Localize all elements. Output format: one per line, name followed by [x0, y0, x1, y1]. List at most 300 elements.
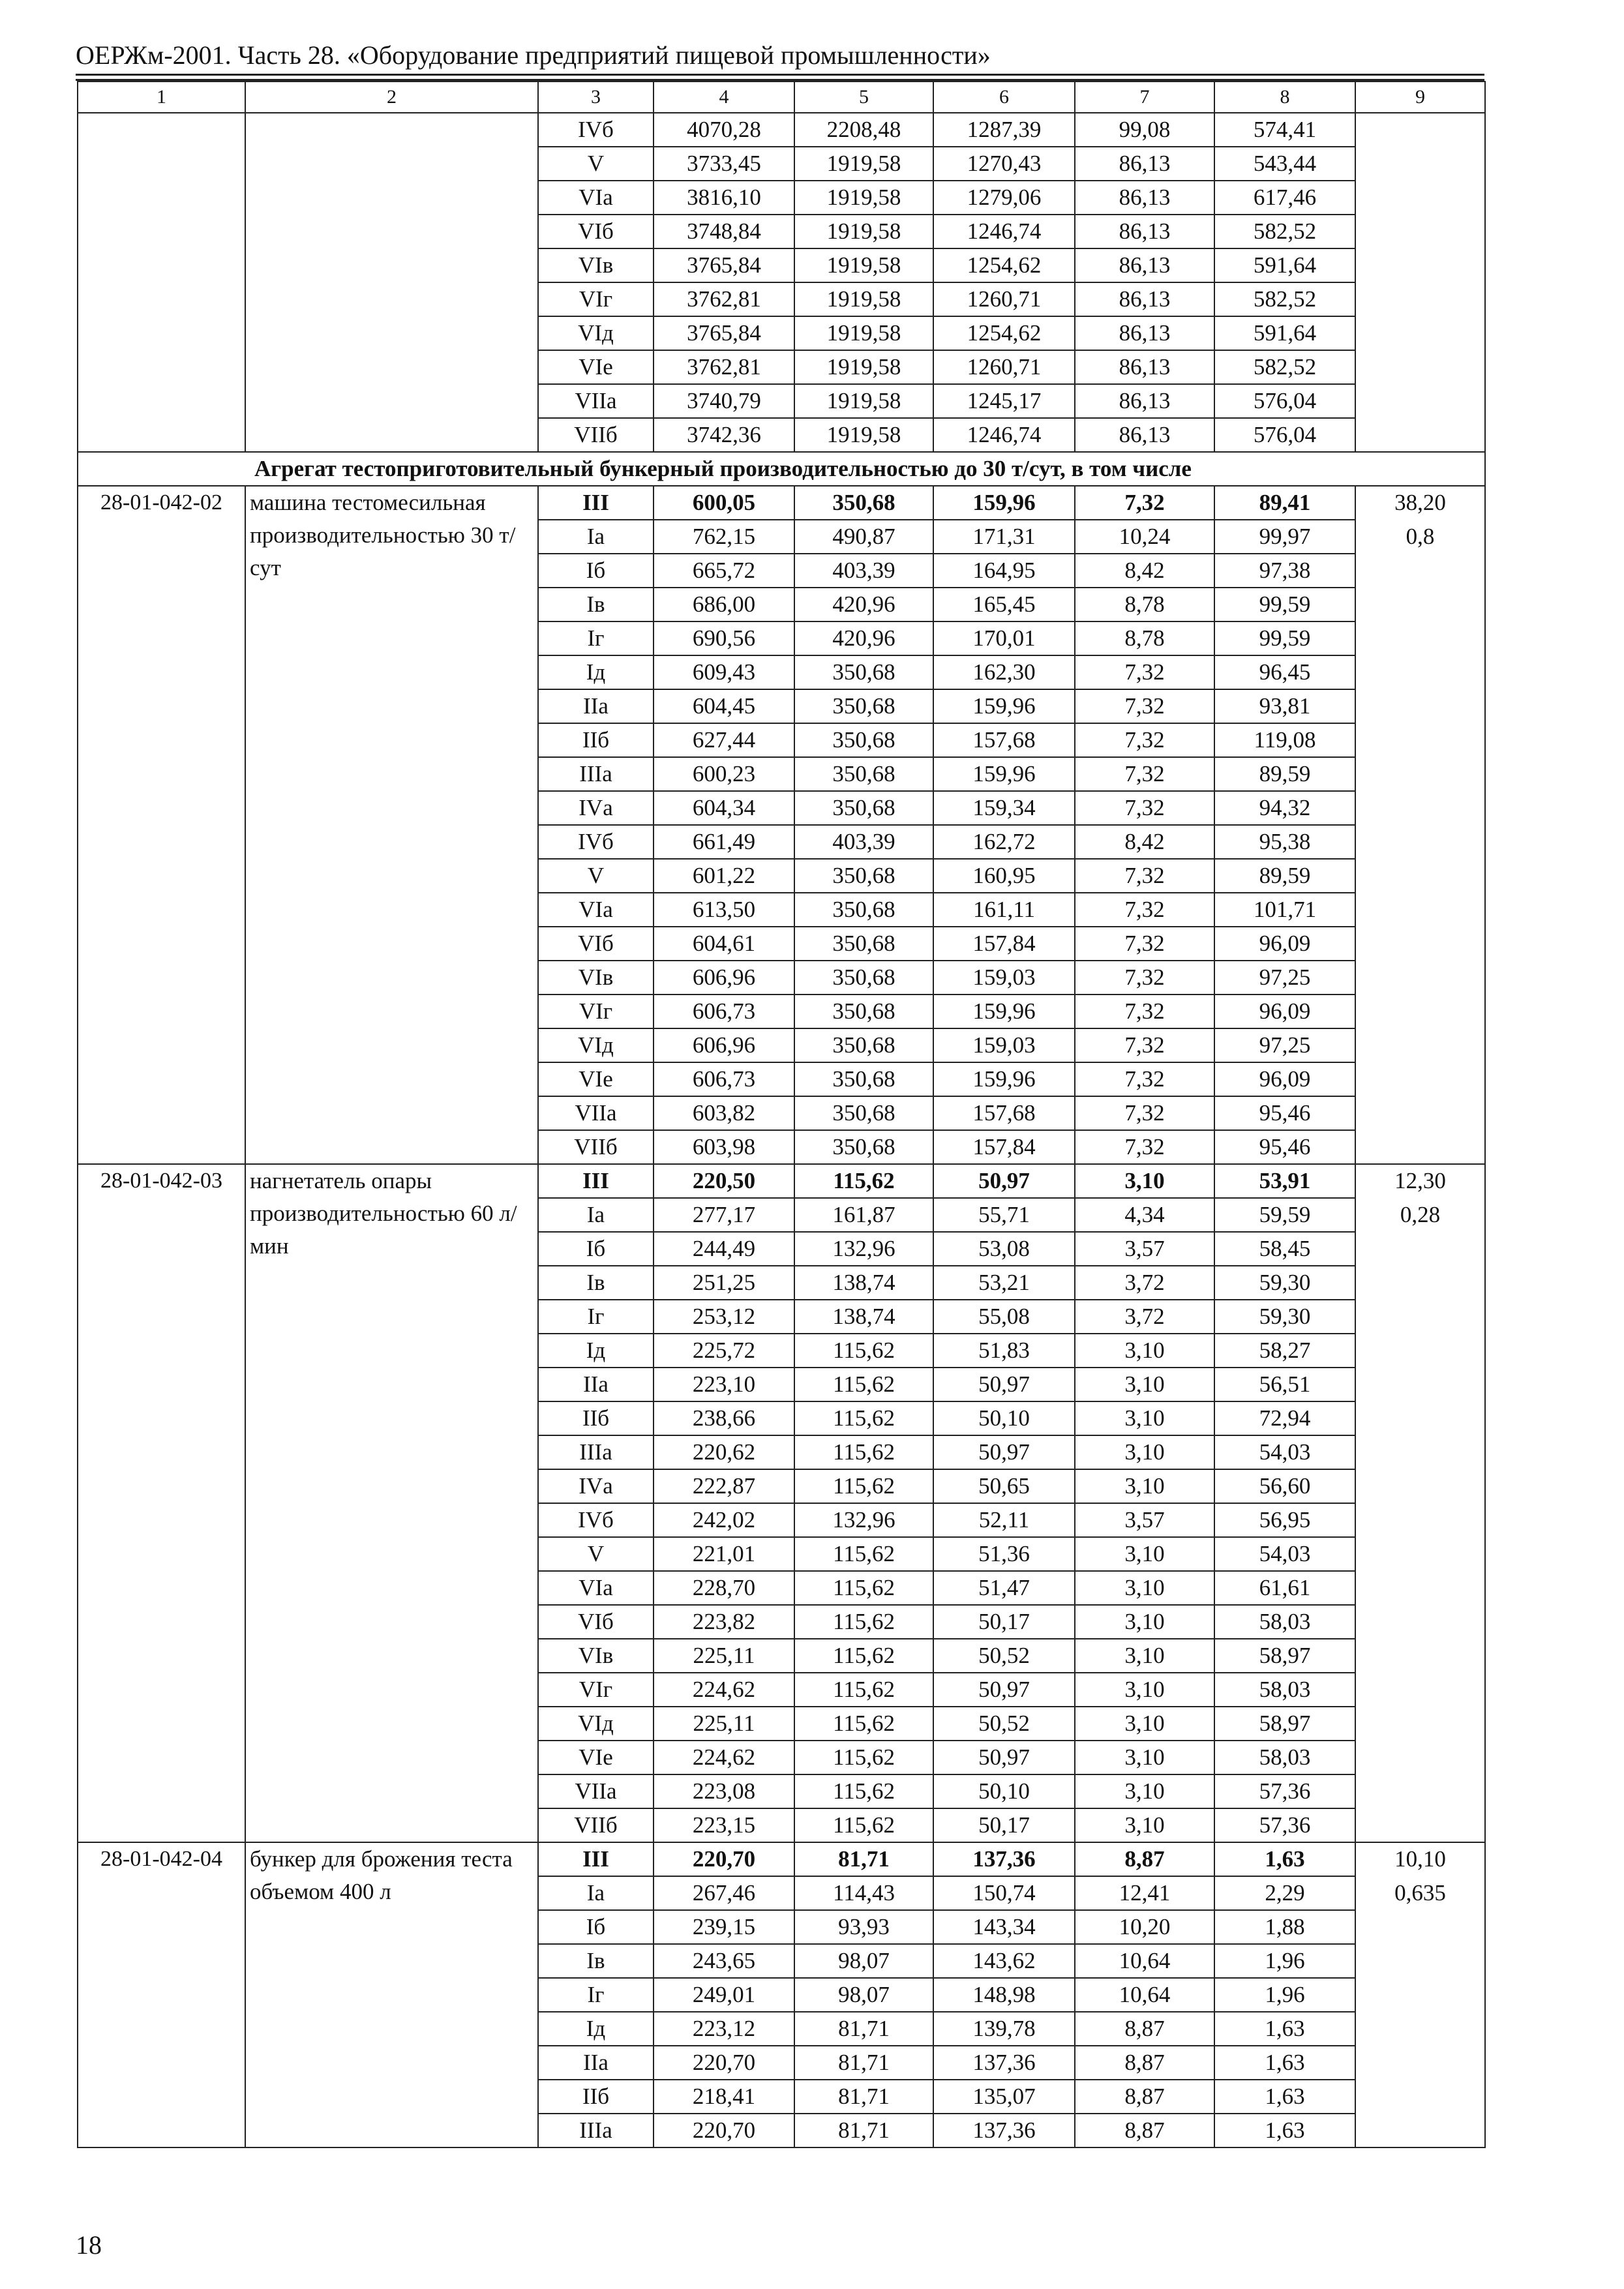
- cell-value-col8: 1,96: [1214, 1978, 1355, 2012]
- cell-value-col4: 3748,84: [654, 215, 794, 248]
- cell-value-col6: 1245,17: [933, 384, 1075, 418]
- cell-value-col5: 81,71: [794, 2080, 933, 2114]
- header-rule: [76, 74, 1484, 76]
- cell-zone: VIIа: [538, 1774, 654, 1808]
- cell-value-col4: 223,08: [654, 1774, 794, 1808]
- cell-value-col6: 1254,62: [933, 248, 1075, 282]
- cell-value-col4: 220,70: [654, 2046, 794, 2080]
- cell-value-col4: 609,43: [654, 655, 794, 689]
- cell-value-col4: 220,70: [654, 1842, 794, 1876]
- cell-zone: VIа: [538, 1571, 654, 1605]
- cell-value-col4: 220,70: [654, 2114, 794, 2147]
- cell-value-col6: 135,07: [933, 2080, 1075, 2114]
- cell-value-col8: 1,63: [1214, 2012, 1355, 2046]
- cell-zone: Iг: [538, 1978, 654, 2012]
- cell-value-col6: 157,68: [933, 723, 1075, 757]
- cell-value-col4: 223,12: [654, 2012, 794, 2046]
- cell-value-col5: 350,68: [794, 893, 933, 927]
- cell-zone: VIб: [538, 927, 654, 961]
- cell-value-col6: 161,11: [933, 893, 1075, 927]
- cell-value-col5: 114,43: [794, 1876, 933, 1910]
- cell-value-col7: 12,41: [1075, 1876, 1214, 1910]
- cell-value-col7: 3,57: [1075, 1232, 1214, 1266]
- cell-value-col6: 50,10: [933, 1401, 1075, 1435]
- cell-value-col6: 157,84: [933, 927, 1075, 961]
- cell-value-col5: 98,07: [794, 1944, 933, 1978]
- cell-zone: IIIа: [538, 2114, 654, 2147]
- cell-value-col5: 1919,58: [794, 181, 933, 215]
- cell-zone: VIIа: [538, 1096, 654, 1130]
- cell-value-col4: 3762,81: [654, 282, 794, 316]
- cell-value-col5: 1919,58: [794, 282, 933, 316]
- cell-value-col4: 3742,36: [654, 418, 794, 452]
- cell-value-col4: 225,11: [654, 1707, 794, 1741]
- cell-value-col4: 224,62: [654, 1673, 794, 1707]
- table-row: [78, 486, 1485, 520]
- cell-value-col6: 53,08: [933, 1232, 1075, 1266]
- cell-zone: Iа: [538, 1198, 654, 1232]
- cell-value-col8: 1,63: [1214, 2080, 1355, 2114]
- cell-value-col4: 606,96: [654, 961, 794, 995]
- cell-value-col4: 606,73: [654, 995, 794, 1028]
- cell-value-col8: 57,36: [1214, 1808, 1355, 1842]
- cell-value-col8: 93,81: [1214, 689, 1355, 723]
- cell-value-col8: 56,60: [1214, 1469, 1355, 1503]
- page-number: 18: [76, 2230, 102, 2260]
- cell-value-col6: 1270,43: [933, 147, 1075, 181]
- cell-value-col6: 150,74: [933, 1876, 1075, 1910]
- col9-value: 38,20: [1394, 490, 1446, 515]
- cell-value-col6: 159,96: [933, 1062, 1075, 1096]
- cell-zone: III: [538, 1164, 654, 1198]
- cell-value-col4: 606,96: [654, 1028, 794, 1062]
- cell-code-empty: [78, 113, 245, 452]
- cell-value-col6: 160,95: [933, 859, 1075, 893]
- cell-value-col6: 159,96: [933, 757, 1075, 791]
- cell-value-col4: 3765,84: [654, 248, 794, 282]
- cell-value-col8: 53,91: [1214, 1164, 1355, 1198]
- cell-value-col5: 350,68: [794, 927, 933, 961]
- cell-value-col6: 139,78: [933, 2012, 1075, 2046]
- cell-value-col5: 350,68: [794, 859, 933, 893]
- cell-value-col6: 51,47: [933, 1571, 1075, 1605]
- cell-code: 28-01-042-02: [78, 486, 245, 1164]
- cell-value-col4: 600,05: [654, 486, 794, 520]
- cell-value-col4: 3733,45: [654, 147, 794, 181]
- cell-zone: VIд: [538, 316, 654, 350]
- cell-zone: III: [538, 486, 654, 520]
- cell-zone: III: [538, 1842, 654, 1876]
- cell-value-col6: 159,96: [933, 995, 1075, 1028]
- cell-zone: VIIб: [538, 1808, 654, 1842]
- cell-zone: VIв: [538, 248, 654, 282]
- cell-value-col8: 59,30: [1214, 1266, 1355, 1300]
- cell-value-col8: 61,61: [1214, 1571, 1355, 1605]
- cell-value-col5: 350,68: [794, 757, 933, 791]
- cell-code: 28-01-042-03: [78, 1164, 245, 1842]
- cell-zone: IIIа: [538, 1435, 654, 1469]
- cell-zone: VIIб: [538, 1130, 654, 1164]
- cell-zone: IIа: [538, 1368, 654, 1401]
- cell-value-col7: 86,13: [1075, 282, 1214, 316]
- column-number: 9: [1355, 82, 1485, 113]
- cell-value-col4: 225,11: [654, 1639, 794, 1673]
- cell-col9: [1355, 1842, 1485, 2147]
- cell-value-col6: 50,97: [933, 1368, 1075, 1401]
- cell-value-col8: 89,41: [1214, 486, 1355, 520]
- cell-value-col4: 686,00: [654, 588, 794, 621]
- cell-value-col5: 115,62: [794, 1401, 933, 1435]
- cell-value-col8: 1,96: [1214, 1944, 1355, 1978]
- cell-value-col7: 86,13: [1075, 384, 1214, 418]
- cell-value-col6: 162,30: [933, 655, 1075, 689]
- cell-value-col7: 10,64: [1075, 1944, 1214, 1978]
- column-number: 4: [654, 82, 794, 113]
- cell-value-col5: 490,87: [794, 520, 933, 554]
- cell-zone: Iг: [538, 621, 654, 655]
- cell-value-col7: 3,72: [1075, 1266, 1214, 1300]
- cell-zone: IIб: [538, 723, 654, 757]
- cell-value-col4: 601,22: [654, 859, 794, 893]
- cell-value-col6: 55,71: [933, 1198, 1075, 1232]
- cell-zone: IIа: [538, 2046, 654, 2080]
- cell-value-col8: 89,59: [1214, 757, 1355, 791]
- cell-value-col4: 277,17: [654, 1198, 794, 1232]
- cell-value-col5: 420,96: [794, 588, 933, 621]
- cell-value-col7: 10,64: [1075, 1978, 1214, 2012]
- cell-value-col8: 72,94: [1214, 1401, 1355, 1435]
- cell-description: машина тестомесильная производительностью 30 т/сут: [245, 486, 538, 1164]
- column-number: 5: [794, 82, 933, 113]
- cell-value-col5: 138,74: [794, 1300, 933, 1334]
- cell-value-col7: 7,32: [1075, 655, 1214, 689]
- cell-value-col8: 58,97: [1214, 1639, 1355, 1673]
- cell-value-col8: 591,64: [1214, 248, 1355, 282]
- cell-value-col5: 1919,58: [794, 316, 933, 350]
- cell-value-col7: 7,32: [1075, 961, 1214, 995]
- cell-value-col8: 96,09: [1214, 1062, 1355, 1096]
- cell-value-col8: 582,52: [1214, 215, 1355, 248]
- cell-value-col8: 54,03: [1214, 1435, 1355, 1469]
- cell-value-col8: 56,95: [1214, 1503, 1355, 1537]
- cell-value-col7: 3,72: [1075, 1300, 1214, 1334]
- cell-value-col8: 58,45: [1214, 1232, 1355, 1266]
- cell-value-col6: 51,36: [933, 1537, 1075, 1571]
- cell-zone: Iа: [538, 1876, 654, 1910]
- cell-value-col6: 53,21: [933, 1266, 1075, 1300]
- cell-value-col8: 58,03: [1214, 1605, 1355, 1639]
- cell-value-col4: 221,01: [654, 1537, 794, 1571]
- cell-zone: VIе: [538, 1062, 654, 1096]
- cell-value-col4: 3816,10: [654, 181, 794, 215]
- cell-value-col4: 223,10: [654, 1368, 794, 1401]
- cell-value-col5: 1919,58: [794, 418, 933, 452]
- cell-value-col5: 115,62: [794, 1435, 933, 1469]
- cell-zone: V: [538, 147, 654, 181]
- cell-value-col8: 95,46: [1214, 1096, 1355, 1130]
- cell-value-col4: 267,46: [654, 1876, 794, 1910]
- cell-value-col4: 606,73: [654, 1062, 794, 1096]
- cell-zone: Iв: [538, 1266, 654, 1300]
- cell-description: нагнетатель опары производительностью 60 л/мин: [245, 1164, 538, 1842]
- cell-value-col6: 165,45: [933, 588, 1075, 621]
- cell-description: бункер для брожения теста объемом 400 л: [245, 1842, 538, 2147]
- cell-value-col7: 7,32: [1075, 757, 1214, 791]
- cell-value-col5: 350,68: [794, 689, 933, 723]
- cell-value-col4: 223,82: [654, 1605, 794, 1639]
- cell-value-col7: 10,20: [1075, 1910, 1214, 1944]
- cell-zone: IVа: [538, 791, 654, 825]
- cell-value-col5: 1919,58: [794, 215, 933, 248]
- cell-value-col8: 95,38: [1214, 825, 1355, 859]
- cell-value-col5: 115,62: [794, 1808, 933, 1842]
- cell-value-col5: 115,62: [794, 1673, 933, 1707]
- cell-value-col5: 350,68: [794, 1130, 933, 1164]
- cell-value-col8: 99,59: [1214, 621, 1355, 655]
- cell-value-col6: 50,17: [933, 1808, 1075, 1842]
- cell-zone: VIе: [538, 1741, 654, 1774]
- cell-value-col7: 86,13: [1075, 350, 1214, 384]
- cell-value-col7: 3,57: [1075, 1503, 1214, 1537]
- cell-value-col7: 7,32: [1075, 995, 1214, 1028]
- cell-value-col6: 162,72: [933, 825, 1075, 859]
- cell-zone: Iб: [538, 1232, 654, 1266]
- cell-value-col6: 50,52: [933, 1707, 1075, 1741]
- cell-value-col8: 94,32: [1214, 791, 1355, 825]
- cell-value-col4: 600,23: [654, 757, 794, 791]
- cell-value-col6: 1254,62: [933, 316, 1075, 350]
- cell-value-col6: 50,17: [933, 1605, 1075, 1639]
- cell-value-col6: 1279,06: [933, 181, 1075, 215]
- cell-value-col8: 57,36: [1214, 1774, 1355, 1808]
- cell-col9: [1355, 1164, 1485, 1842]
- cell-zone: VIе: [538, 350, 654, 384]
- cell-value-col7: 86,13: [1075, 215, 1214, 248]
- cell-value-col7: 3,10: [1075, 1707, 1214, 1741]
- cell-value-col4: 239,15: [654, 1910, 794, 1944]
- cell-value-col5: 350,68: [794, 1028, 933, 1062]
- cell-value-col4: 251,25: [654, 1266, 794, 1300]
- cell-value-col7: 8,87: [1075, 2046, 1214, 2080]
- cell-value-col6: 50,97: [933, 1741, 1075, 1774]
- cell-value-col4: 249,01: [654, 1978, 794, 2012]
- cell-value-col6: 1246,74: [933, 418, 1075, 452]
- cell-value-col6: 148,98: [933, 1978, 1075, 2012]
- cell-value-col6: 50,52: [933, 1639, 1075, 1673]
- cell-value-col5: 1919,58: [794, 248, 933, 282]
- cell-value-col4: 3765,84: [654, 316, 794, 350]
- cell-code: 28-01-042-04: [78, 1842, 245, 2147]
- cell-col9-empty: [1355, 113, 1485, 452]
- cell-value-col8: 58,27: [1214, 1334, 1355, 1368]
- cell-value-col4: 243,65: [654, 1944, 794, 1978]
- cell-value-col6: 159,96: [933, 689, 1075, 723]
- cell-value-col5: 115,62: [794, 1469, 933, 1503]
- cell-value-col6: 137,36: [933, 1842, 1075, 1876]
- cell-value-col6: 50,97: [933, 1673, 1075, 1707]
- cell-zone: IVб: [538, 825, 654, 859]
- cell-value-col8: 54,03: [1214, 1537, 1355, 1571]
- cell-value-col7: 8,42: [1075, 554, 1214, 588]
- cell-value-col8: 1,63: [1214, 2046, 1355, 2080]
- cell-value-col5: 403,39: [794, 825, 933, 859]
- cell-value-col5: 350,68: [794, 486, 933, 520]
- cell-zone: V: [538, 859, 654, 893]
- cell-zone: IVб: [538, 1503, 654, 1537]
- cell-value-col8: 96,09: [1214, 927, 1355, 961]
- cell-value-col8: 56,51: [1214, 1368, 1355, 1401]
- cell-value-col5: 350,68: [794, 655, 933, 689]
- cell-value-col7: 8,78: [1075, 588, 1214, 621]
- cell-value-col6: 157,68: [933, 1096, 1075, 1130]
- cell-value-col7: 3,10: [1075, 1808, 1214, 1842]
- cell-value-col6: 143,34: [933, 1910, 1075, 1944]
- section-row: [78, 452, 1485, 486]
- cell-value-col6: 164,95: [933, 554, 1075, 588]
- cell-value-col5: 115,62: [794, 1334, 933, 1368]
- cell-value-col8: 576,04: [1214, 384, 1355, 418]
- cell-value-col5: 115,62: [794, 1774, 933, 1808]
- cell-value-col5: 350,68: [794, 1062, 933, 1096]
- cell-value-col5: 420,96: [794, 621, 933, 655]
- cell-value-col6: 137,36: [933, 2046, 1075, 2080]
- cell-value-col5: 115,62: [794, 1368, 933, 1401]
- cell-value-col6: 50,97: [933, 1164, 1075, 1198]
- cell-value-col6: 137,36: [933, 2114, 1075, 2147]
- cell-zone: Iд: [538, 2012, 654, 2046]
- cell-value-col7: 3,10: [1075, 1368, 1214, 1401]
- cell-value-col8: 119,08: [1214, 723, 1355, 757]
- cell-value-col7: 7,32: [1075, 723, 1214, 757]
- cell-value-col6: 1260,71: [933, 350, 1075, 384]
- cell-value-col7: 7,32: [1075, 1096, 1214, 1130]
- column-numbers-row: [78, 82, 1485, 113]
- cell-value-col6: 157,84: [933, 1130, 1075, 1164]
- cell-value-col6: 50,10: [933, 1774, 1075, 1808]
- cell-value-col6: 1260,71: [933, 282, 1075, 316]
- cell-value-col8: 58,03: [1214, 1741, 1355, 1774]
- cell-col9: [1355, 486, 1485, 1164]
- cell-value-col7: 86,13: [1075, 181, 1214, 215]
- cell-value-col8: 97,38: [1214, 554, 1355, 588]
- cell-value-col7: 3,10: [1075, 1469, 1214, 1503]
- cell-zone: VIIа: [538, 384, 654, 418]
- cell-value-col6: 50,97: [933, 1435, 1075, 1469]
- cell-value-col6: 159,34: [933, 791, 1075, 825]
- cell-value-col4: 3762,81: [654, 350, 794, 384]
- cell-zone: IVа: [538, 1469, 654, 1503]
- cell-value-col7: 99,08: [1075, 113, 1214, 147]
- cell-value-col8: 97,25: [1214, 961, 1355, 995]
- cell-value-col6: 159,03: [933, 1028, 1075, 1062]
- cell-value-col7: 7,32: [1075, 1028, 1214, 1062]
- cell-zone: IIб: [538, 1401, 654, 1435]
- cell-zone: IIа: [538, 689, 654, 723]
- column-number: 2: [245, 82, 538, 113]
- cell-zone: VIг: [538, 995, 654, 1028]
- cell-value-col4: 220,62: [654, 1435, 794, 1469]
- col9-value: 12,30: [1394, 1168, 1446, 1193]
- col9-value: 0,28: [1400, 1202, 1441, 1227]
- cell-value-col5: 81,71: [794, 2114, 933, 2147]
- cell-value-col4: 613,50: [654, 893, 794, 927]
- cell-value-col5: 115,62: [794, 1741, 933, 1774]
- cell-zone: V: [538, 1537, 654, 1571]
- cell-value-col4: 665,72: [654, 554, 794, 588]
- cell-value-col6: 171,31: [933, 520, 1075, 554]
- cell-value-col8: 1,63: [1214, 2114, 1355, 2147]
- cell-value-col7: 7,32: [1075, 1130, 1214, 1164]
- cell-value-col8: 617,46: [1214, 181, 1355, 215]
- cell-value-col8: 2,29: [1214, 1876, 1355, 1910]
- cell-zone: IIб: [538, 2080, 654, 2114]
- cell-value-col6: 159,96: [933, 486, 1075, 520]
- cell-zone: Iд: [538, 1334, 654, 1368]
- cell-value-col7: 86,13: [1075, 316, 1214, 350]
- cell-value-col8: 582,52: [1214, 282, 1355, 316]
- cell-value-col4: 222,87: [654, 1469, 794, 1503]
- cell-value-col4: 3740,79: [654, 384, 794, 418]
- cell-value-col7: 3,10: [1075, 1639, 1214, 1673]
- cell-value-col8: 1,63: [1214, 1842, 1355, 1876]
- cell-value-col8: 58,97: [1214, 1707, 1355, 1741]
- cell-value-col8: 574,41: [1214, 113, 1355, 147]
- cell-value-col5: 81,71: [794, 2012, 933, 2046]
- cell-zone: Iб: [538, 1910, 654, 1944]
- cell-value-col5: 350,68: [794, 961, 933, 995]
- cell-value-col7: 7,32: [1075, 893, 1214, 927]
- table-row: [78, 113, 1485, 147]
- cell-value-col4: 627,44: [654, 723, 794, 757]
- cell-value-col5: 93,93: [794, 1910, 933, 1944]
- column-number: 3: [538, 82, 654, 113]
- cell-zone: IVб: [538, 113, 654, 147]
- cell-value-col7: 7,32: [1075, 859, 1214, 893]
- cell-value-col5: 161,87: [794, 1198, 933, 1232]
- cell-value-col4: 604,34: [654, 791, 794, 825]
- cell-value-col6: 52,11: [933, 1503, 1075, 1537]
- cell-value-col5: 350,68: [794, 723, 933, 757]
- cell-zone: VIIб: [538, 418, 654, 452]
- col9-value: 0,635: [1394, 1880, 1446, 1906]
- cell-zone: VIд: [538, 1707, 654, 1741]
- cell-value-col7: 10,24: [1075, 520, 1214, 554]
- table-body: [78, 82, 1485, 2147]
- cell-value-col5: 132,96: [794, 1232, 933, 1266]
- cell-value-col7: 4,34: [1075, 1198, 1214, 1232]
- cell-value-col8: 89,59: [1214, 859, 1355, 893]
- cell-value-col4: 225,72: [654, 1334, 794, 1368]
- cell-value-col8: 591,64: [1214, 316, 1355, 350]
- cell-value-col5: 1919,58: [794, 350, 933, 384]
- cell-value-col7: 3,10: [1075, 1164, 1214, 1198]
- col9-value: 10,10: [1394, 1846, 1446, 1872]
- cell-value-col7: 3,10: [1075, 1537, 1214, 1571]
- cell-value-col6: 1246,74: [933, 215, 1075, 248]
- page-header: ОЕРЖм-2001. Часть 28. «Оборудование предприятий пищевой промышленности»: [76, 40, 991, 70]
- cell-value-col8: 99,97: [1214, 520, 1355, 554]
- cell-value-col8: 96,09: [1214, 995, 1355, 1028]
- cell-value-col4: 218,41: [654, 2080, 794, 2114]
- cell-value-col5: 115,62: [794, 1605, 933, 1639]
- cell-value-col7: 7,32: [1075, 927, 1214, 961]
- cell-value-col7: 8,78: [1075, 621, 1214, 655]
- cell-value-col4: 762,15: [654, 520, 794, 554]
- cell-value-col5: 1919,58: [794, 147, 933, 181]
- cell-zone: Iв: [538, 588, 654, 621]
- cell-value-col8: 59,59: [1214, 1198, 1355, 1232]
- cell-value-col7: 8,87: [1075, 1842, 1214, 1876]
